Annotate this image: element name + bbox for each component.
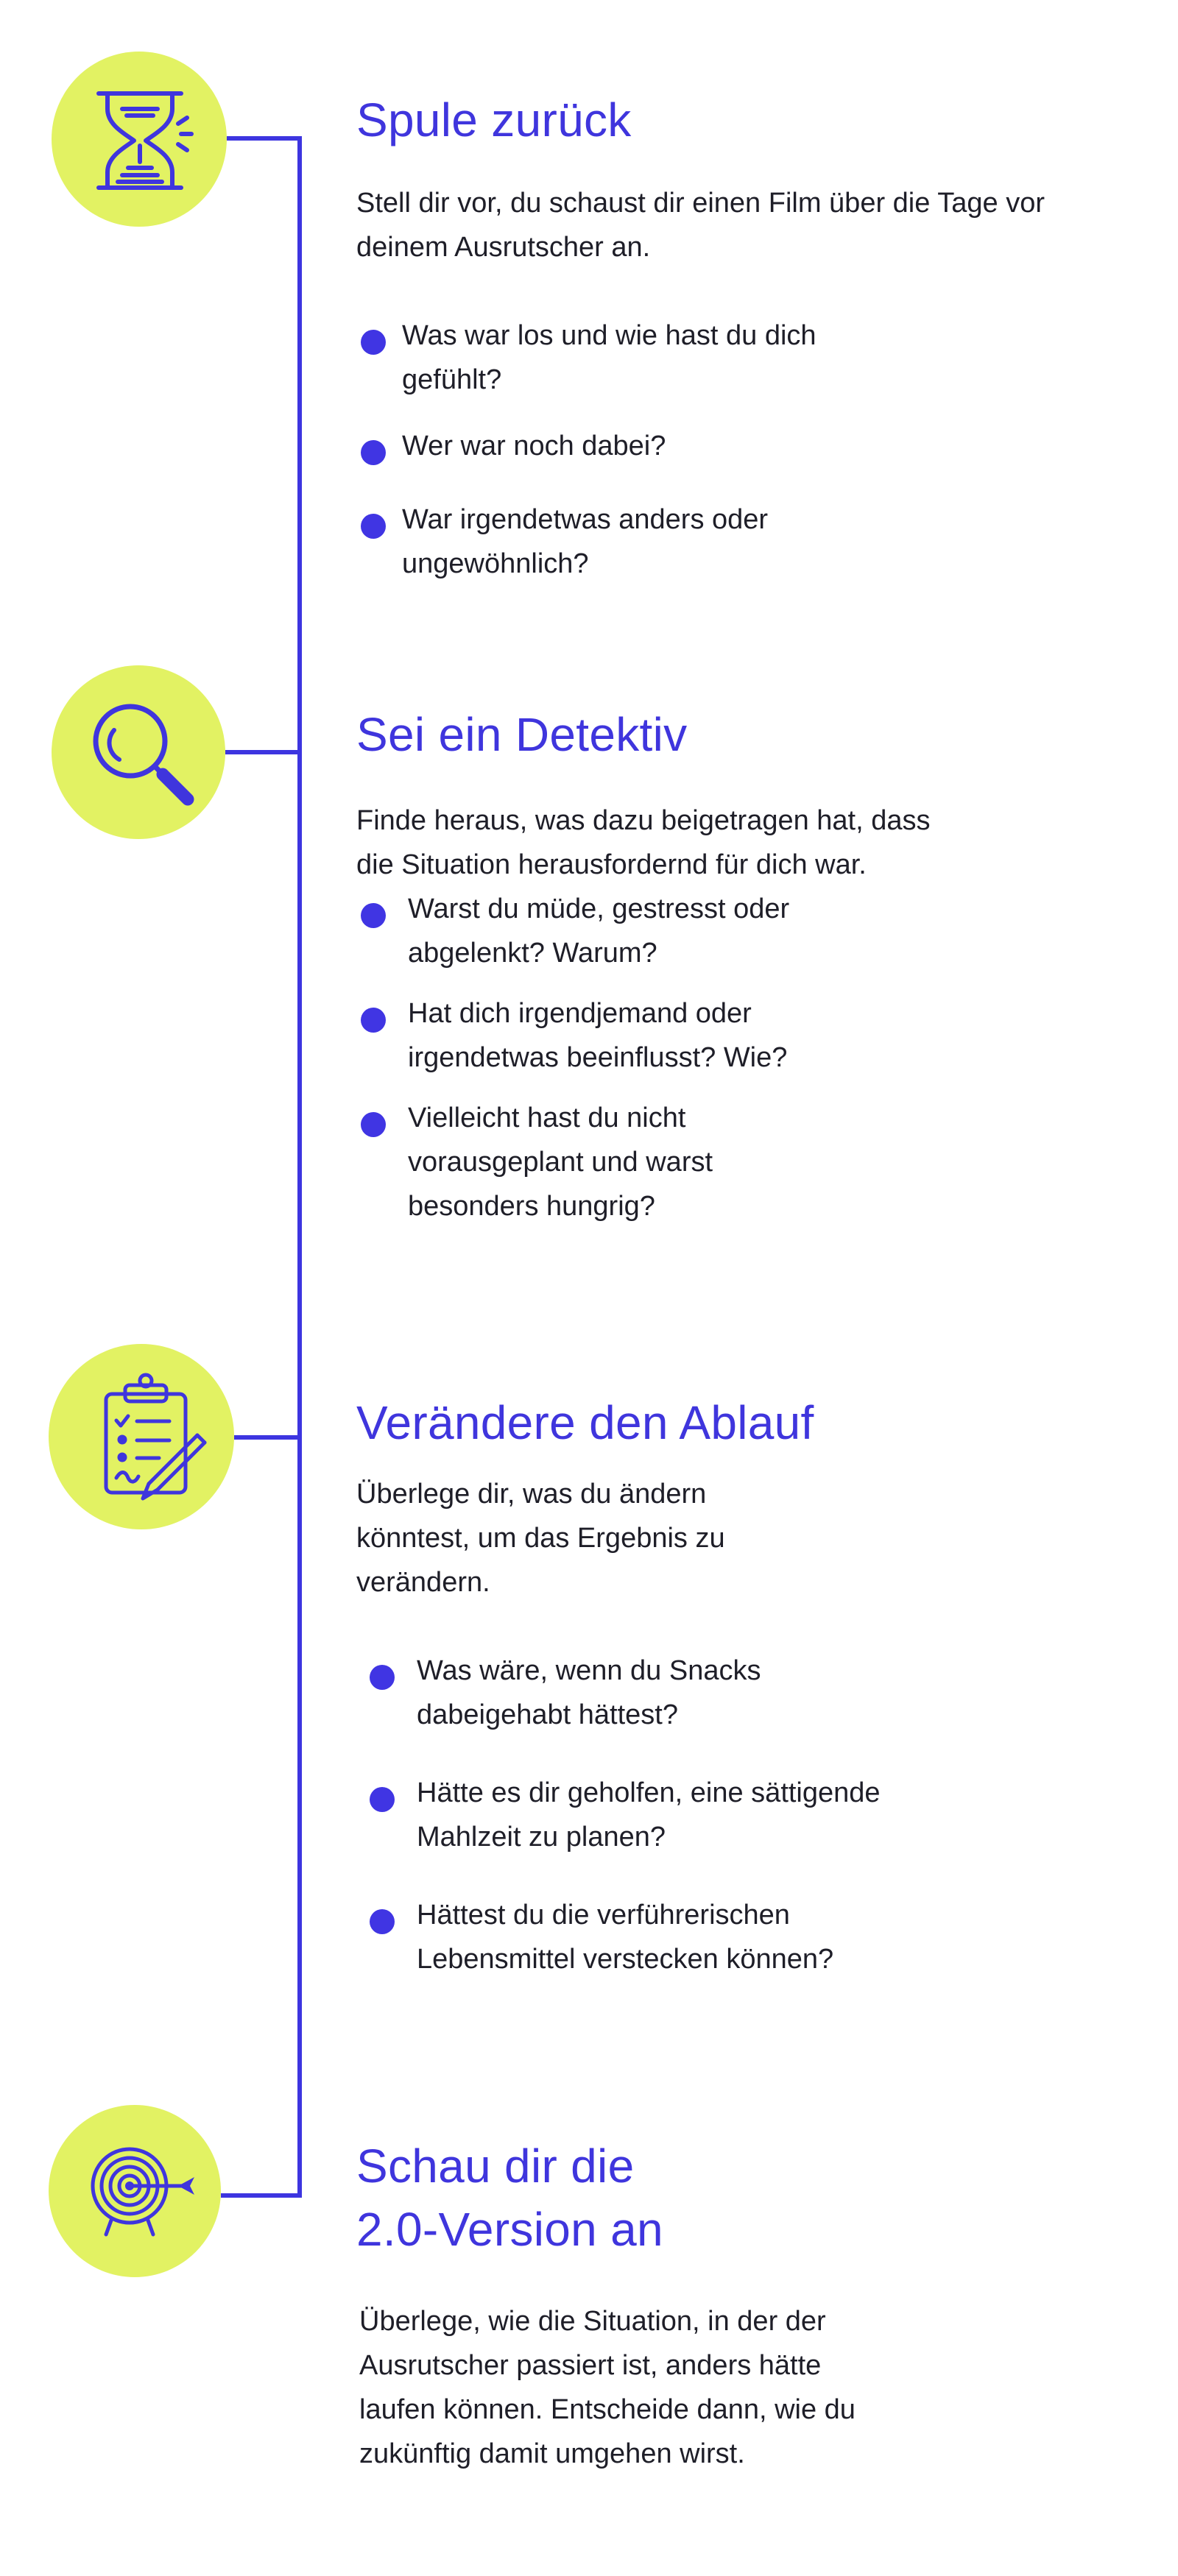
list-item [356,887,850,975]
list-item [356,498,814,586]
list-item [356,1771,962,1859]
bullet-dot-icon [361,440,386,465]
bullet-text: Was wäre, wenn du Snacks dabeigehabt hättest? [417,1655,761,1730]
list-item [356,991,864,1080]
bullet-dot-icon [370,1665,395,1690]
bullet-text: Hat dich irgendjemand oder irgendetwas beeinflusst? Wie? [408,998,788,1073]
timeline-vertical-line [297,136,302,2198]
list-item [356,1649,858,1737]
timeline-branch-4 [221,2193,302,2198]
step-3-section [356,1391,1093,1981]
step-4-title: Schau dir die 2.0-Version an [356,2140,663,2256]
step-2-icon-badge [52,665,225,839]
clipboard-icon [49,1344,234,1529]
bullet-text: Warst du müde, gestresst oder abgelenkt? Warum? [408,894,790,969]
bullet-dot-icon [361,903,386,928]
step-1-intro: Stell dir vor, du schaust dir einen Film über die Tage vor deinem Ausrutscher an. [356,188,1045,263]
step-2-intro: Finde heraus, was dazu beigetragen hat, dass die Situation herausfordernd für dich war. [356,805,931,880]
list-item [356,314,888,402]
step-1-icon-badge [52,52,227,227]
bullet-text: Hättest du die verführerischen Lebensmittel verstecken können? [417,1900,834,1975]
list-item [356,1893,895,1981]
bullet-text: Wer war noch dabei? [402,431,666,461]
bullet-dot-icon [370,1787,395,1812]
step-2-title: Sei ein Detektiv [356,708,688,761]
bullet-dot-icon [361,330,386,355]
step-4-section [356,2134,1093,2476]
step-4-icon-badge [49,2105,221,2277]
bullet-text: Hätte es dir geholfen, eine sättigende Mahlzeit zu planen? [417,1777,881,1853]
step-4-intro: Überlege, wie die Situation, in der der Ausrutscher passiert ist, anders hätte laufen können. Entscheide dann, wie du zukünftig damit umgehen wirst. [359,2306,856,2469]
bullet-dot-icon [361,1008,386,1033]
step-1-section [356,88,1093,586]
step-3-intro: Überlege dir, was du ändern könntest, um das Ergebnis zu verändern. [356,1479,725,1598]
timeline-branch-2 [225,750,302,754]
magnifier-icon [52,665,225,839]
step-3-bullet-list [356,1649,1093,1981]
timeline-branch-1 [227,136,302,141]
bullet-dot-icon [361,514,386,539]
bullet-dot-icon [361,1112,386,1137]
step-1-title: Spule zurück [356,93,632,146]
step-3-title: Verändere den Ablauf [356,1396,814,1449]
step-2-bullet-list [356,887,1093,1228]
timeline-branch-3 [234,1435,302,1440]
bullet-dot-icon [370,1909,395,1934]
step-3-icon-badge [49,1344,234,1529]
hourglass-icon [52,52,227,227]
list-item [356,1096,805,1228]
step-2-section [356,703,1093,1228]
bullet-text: Vielleicht hast du nicht vorausgeplant und warst besonders hungrig? [408,1103,713,1222]
bullet-text: Was war los und wie hast du dich gefühlt? [402,320,817,395]
list-item [356,424,888,468]
target-icon [49,2105,221,2277]
step-1-bullet-list [356,314,1093,586]
bullet-text: War irgendetwas anders oder ungewöhnlich? [402,504,769,579]
